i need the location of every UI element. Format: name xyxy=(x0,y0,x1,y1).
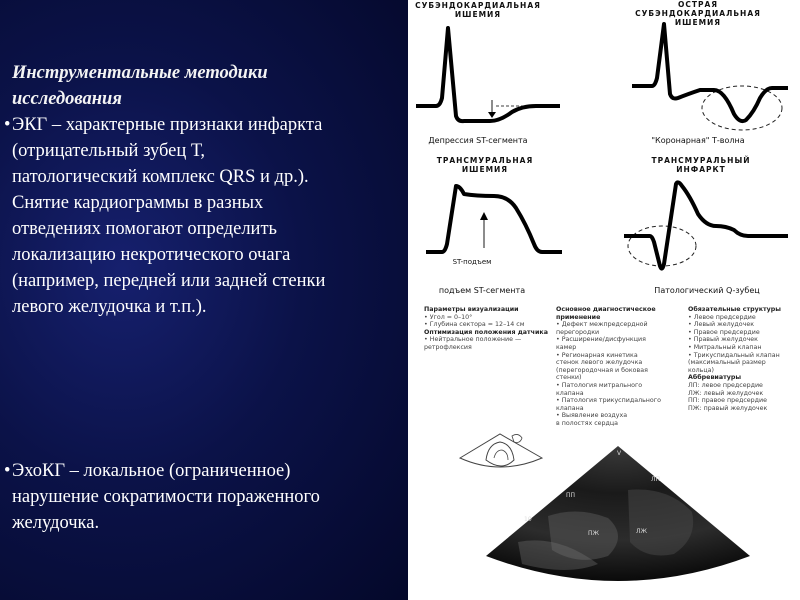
col3-item: кольца) xyxy=(688,366,714,374)
us-depth-label: 10 xyxy=(524,516,532,523)
ecg-caption-2: ОСТРАЯ СУБЭНДОКАРДИАЛЬНАЯ ИШЕМИЯ xyxy=(635,0,761,27)
col2-item: клапана xyxy=(556,389,584,397)
ekg-line: локализацию некротического очага xyxy=(12,245,291,265)
col3-title2: Аббревиатуры xyxy=(688,374,742,382)
st-elevation-inner-label: ST-подъем xyxy=(452,258,492,266)
echo-line: желудочка. xyxy=(12,513,100,533)
col2-item: стенок левого желудочка xyxy=(556,359,643,367)
col1-item: • Угол = 0–10° xyxy=(424,313,473,321)
ecg-label-4: Патологический Q-зубец xyxy=(654,286,760,295)
col2-item: • Патология митрального xyxy=(556,381,643,389)
heading-line-2: исследования xyxy=(12,89,122,109)
col3-abbr: ЛЖ: левый желудочек xyxy=(688,389,764,397)
col3-item: (максимальный размер xyxy=(688,359,766,367)
echo-col-application xyxy=(556,306,680,428)
col1-title2: Оптимизация положения датчика xyxy=(424,328,548,336)
us-label-pp: ПП xyxy=(566,492,576,499)
echo-col-structures xyxy=(688,306,796,412)
col3-item: • Правый желудочек xyxy=(688,336,758,344)
ekg-line: отведениях помогают определить xyxy=(12,219,277,239)
col1-item: ретрофлексия xyxy=(424,343,472,351)
ecg-label-1: Депрессия ST-сегмента xyxy=(428,136,528,145)
ecg-label-2: "Коронарная" Т-волна xyxy=(651,136,745,145)
col2-item: • Дефект межпредсердной xyxy=(556,321,648,329)
echo-line: ЭхоКГ – локальное (ограниченное) xyxy=(12,461,291,481)
col1-item: • Глубина сектора = 12–14 см xyxy=(424,321,525,329)
ekg-line: ЭКГ – характерные признаки инфаркта xyxy=(12,115,323,135)
ekg-paragraph xyxy=(4,112,402,320)
col2-item: стенки) xyxy=(556,374,582,382)
coronary-t-wave-diagram xyxy=(630,18,790,136)
ecg-caption-3: ТРАНСМУРАЛЬНАЯ ИШЕМИЯ xyxy=(436,156,534,174)
ecg-caption-1: СУБЭНДОКАРДИАЛЬНАЯ ИШЕМИЯ xyxy=(415,1,541,19)
col3-item: • Правое предсердие xyxy=(688,328,760,336)
ecg-label-3: подъем ST-сегмента xyxy=(438,286,526,295)
col3-title: Обязательные структуры xyxy=(688,306,781,313)
echo-ultrasound-image xyxy=(478,446,758,592)
pathologic-q-wave-diagram xyxy=(622,176,792,284)
col2-item: • Расширение/дисфункция xyxy=(556,336,646,344)
col1-item: • Нейтральное положение — xyxy=(424,336,522,344)
col3-abbr: ПП: правое предсердие xyxy=(688,397,768,405)
us-label-lp: ЛП xyxy=(651,476,661,483)
ekg-line: (отрицательный зубец Т, xyxy=(12,141,205,161)
ekg-line: патологический комплекс QRS и др.). xyxy=(12,167,309,187)
col2-item: в полостях сердца xyxy=(556,419,619,427)
bullet: • xyxy=(4,461,11,481)
st-depression-diagram xyxy=(414,18,564,136)
col2-title: Основное диагностическое применение xyxy=(556,306,656,321)
col3-item: • Левый желудочек xyxy=(688,321,755,329)
col2-item: перегородки xyxy=(556,328,600,336)
heading-line-1: Инструментальные методики xyxy=(12,63,268,83)
ekg-line: (например, передней или задней стенки xyxy=(12,271,326,291)
col3-item: • Митральный клапан xyxy=(688,343,762,351)
st-elevation-diagram xyxy=(424,176,564,262)
col2-item: клапана xyxy=(556,404,584,412)
ekg-line: Снятие кардиограммы в разных xyxy=(12,193,264,213)
slide-heading xyxy=(12,60,402,112)
col2-item: камер xyxy=(556,343,577,351)
echo-col-parameters xyxy=(424,306,548,352)
us-label-pzh: ПЖ xyxy=(588,530,599,537)
col2-item: • Регионарная кинетика xyxy=(556,351,638,359)
ecg-caption-4: ТРАНСМУРАЛЬНЫЙ ИНФАРКТ xyxy=(651,156,751,174)
us-label-v: V xyxy=(617,450,622,457)
ekg-line: левого желудочка и т.п.). xyxy=(12,297,207,317)
col3-item: • Левое предсердие xyxy=(688,313,756,321)
echo-paragraph xyxy=(4,458,402,536)
bullet: • xyxy=(4,115,11,135)
us-label-lzh: ЛЖ xyxy=(636,528,647,535)
echo-line: нарушение сократимости пораженного xyxy=(12,487,320,507)
col3-abbr: ПЖ: правый желудочек xyxy=(688,404,768,412)
col3-item: • Трикуспидальный клапан xyxy=(688,351,780,359)
col2-item: (перегородочная и боковая xyxy=(556,366,648,374)
col1-title: Параметры визуализации xyxy=(424,306,519,313)
col2-item: • Выявление воздуха xyxy=(556,412,628,420)
col2-item: • Патология трикуспидального xyxy=(556,397,661,405)
col3-abbr: ЛП: левое предсердие xyxy=(688,381,763,389)
